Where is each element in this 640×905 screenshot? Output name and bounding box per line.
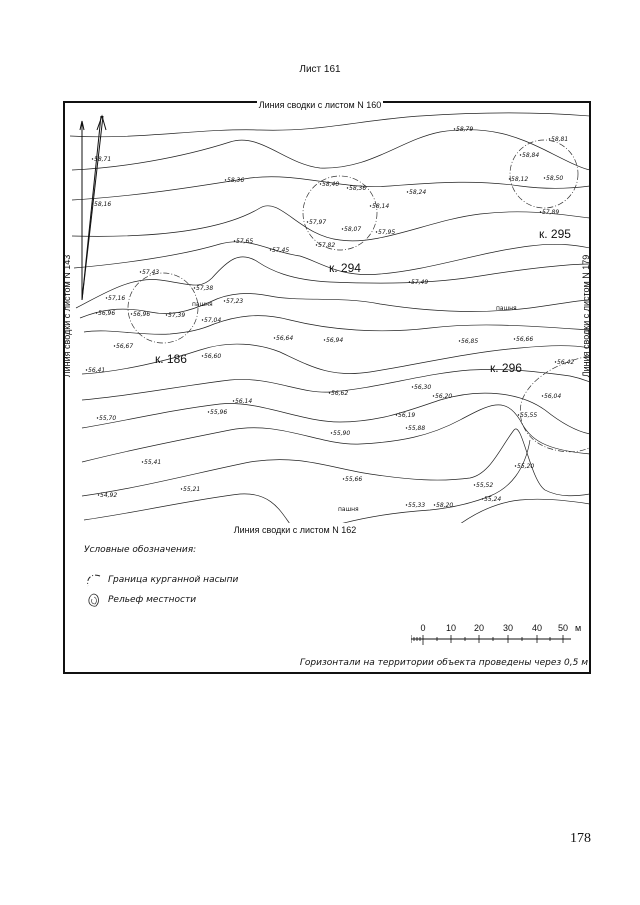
elevation-label: 56,42 (557, 359, 575, 366)
scale-tick-label: 30 (502, 623, 514, 633)
elevation-point (97, 417, 98, 418)
legend-item-label: Граница курганной насыпи (108, 575, 239, 585)
elevation-point (412, 386, 413, 387)
elevation-point (92, 158, 93, 159)
elevation-point (202, 355, 203, 356)
elevation-label: 58,79 (456, 126, 474, 133)
elevation-label: 56,66 (516, 336, 534, 343)
elevation-point (96, 312, 97, 313)
elevation-point (433, 395, 434, 396)
contour-line (70, 113, 590, 137)
elevation-label: 55,20 (517, 463, 535, 470)
elevation-point (92, 203, 93, 204)
elevation-point (407, 191, 408, 192)
elevation-point (482, 498, 483, 499)
elevation-label: 57,04 (204, 317, 222, 324)
kurgan-boundary-icon (84, 572, 104, 588)
elevation-point (224, 300, 225, 301)
elevation-point (342, 228, 343, 229)
elevation-label: 58,14 (372, 203, 390, 210)
elevation-point (514, 338, 515, 339)
elevation-label: 55,55 (520, 412, 538, 419)
elevation-point (142, 461, 143, 462)
elevation-label: 56,14 (235, 398, 253, 405)
elevation-point (225, 179, 226, 180)
scale-tick-label: 20 (473, 623, 485, 633)
elevation-label: 57,82 (318, 242, 336, 249)
elevation-label: 58,36 (349, 185, 367, 192)
elevation-label: 56,60 (204, 353, 222, 360)
elevation-label: 56,04 (544, 393, 562, 400)
legend-item-kurgan-boundary (84, 571, 384, 589)
scale-bar (411, 623, 591, 653)
elevation-label: 57,16 (108, 295, 126, 302)
elevation-point (555, 361, 556, 362)
kurgan-label: к. 294 (329, 261, 361, 275)
elevation-label: 57,49 (411, 279, 429, 286)
elevation-label: 56,62 (331, 390, 349, 397)
elevation-point (166, 314, 167, 315)
elevation-point (106, 297, 107, 298)
edge-label-bottom: Линия сводки с листом N 162 (233, 525, 357, 535)
elevation-point (434, 504, 435, 505)
land-use-label: пашня (192, 301, 213, 308)
elevation-point (181, 488, 182, 489)
elevation-point (114, 345, 115, 346)
elevation-label: 58,36 (227, 177, 245, 184)
elevation-point (233, 400, 234, 401)
elevation-label: 56,96 (133, 311, 151, 318)
contour-line (82, 393, 590, 434)
elevation-label: 58,84 (522, 152, 540, 159)
sheet-title: Лист 161 (299, 64, 341, 75)
contour-line (72, 206, 590, 241)
elevation-label: 56,30 (414, 384, 432, 391)
elevation-point (409, 281, 410, 282)
north-arrow (80, 116, 106, 300)
elevation-label: 55,21 (183, 486, 201, 493)
elevation-point (542, 395, 543, 396)
elevation-point (320, 183, 321, 184)
elevation-label: 56,64 (276, 335, 294, 342)
elevation-point (396, 414, 397, 415)
elevation-point (518, 414, 519, 415)
elevation-label: 55,41 (144, 459, 162, 466)
elevation-label: 58,71 (94, 156, 112, 163)
scale-tick-label: 0 (420, 623, 426, 633)
edge-label-right-text: Линия сводки с листом N 179 (581, 254, 591, 378)
relief-icon (84, 592, 104, 608)
elevation-label: 55,88 (408, 425, 426, 432)
elevation-label: 57,23 (226, 298, 244, 305)
kurgan-label: к. 296 (490, 361, 522, 375)
elevation-label: 55,52 (476, 482, 494, 489)
elevation-label: 57,45 (272, 247, 290, 254)
elevation-label: 57,95 (378, 229, 396, 236)
elevation-point (540, 211, 541, 212)
page-number: 178 (570, 831, 591, 846)
elevation-point (329, 392, 330, 393)
elevation-point (131, 313, 132, 314)
kurgan-boundary-296 (520, 356, 589, 452)
elevation-label: 57,65 (236, 238, 254, 245)
legend-item-relief (84, 591, 384, 609)
legend-title: Условные обозначения: (84, 545, 197, 555)
elevation-label: 58,40 (322, 181, 340, 188)
kurgan-label: к. 186 (155, 352, 187, 366)
elevation-point (202, 319, 203, 320)
scale-bar-graphic (411, 635, 581, 649)
elevation-label: 58,81 (551, 136, 569, 143)
elevation-point (98, 494, 99, 495)
elevation-point (140, 271, 141, 272)
elevation-label: 57,38 (196, 285, 214, 292)
legend-item-label: Рельеф местности (108, 595, 197, 605)
elevation-label: 57,89 (542, 209, 560, 216)
kurgan-boundary-295 (510, 140, 578, 208)
elevation-point (347, 187, 348, 188)
elevation-point (544, 177, 545, 178)
elevation-point (370, 205, 371, 206)
elevation-label: 56,67 (116, 343, 134, 350)
elevation-label: 56,20 (435, 393, 453, 400)
elevation-point (459, 340, 460, 341)
elevation-label: 56,19 (398, 412, 416, 419)
elevation-label: 57,43 (142, 269, 160, 276)
elevation-point (406, 504, 407, 505)
contour-line (460, 499, 590, 524)
elevation-point (549, 138, 550, 139)
kurgan-label: к. 295 (539, 227, 571, 241)
elevation-label: 57,39 (168, 312, 186, 319)
elevation-label: 56,96 (98, 310, 116, 317)
elevation-point (270, 249, 271, 250)
kurgan-boundary-186 (128, 273, 198, 343)
elevation-label: 55,24 (484, 496, 502, 503)
elevation-label: 55,33 (408, 502, 426, 509)
elevation-label: 57,97 (309, 219, 327, 226)
elevation-label: 58,12 (511, 176, 529, 183)
elevation-label: 55,66 (345, 476, 363, 483)
elevation-label: 55,70 (99, 415, 117, 422)
scale-tick-label: 50 (557, 623, 569, 633)
elevation-point (343, 478, 344, 479)
elevation-point (316, 244, 317, 245)
elevation-point (376, 231, 377, 232)
elevation-label: 54,92 (100, 492, 118, 499)
contour-line (72, 130, 590, 170)
elevation-label: 56,85 (461, 338, 479, 345)
elevation-label: 55,96 (210, 409, 228, 416)
elevation-label: 58,50 (546, 175, 564, 182)
elevation-label: 58,20 (436, 502, 454, 509)
legend (84, 545, 384, 611)
elevation-point (324, 339, 325, 340)
contour-line (340, 440, 530, 524)
elevation-point (86, 369, 87, 370)
elevation-point (208, 411, 209, 412)
scale-tick-label: 40 (531, 623, 543, 633)
edge-label-top-text: Линия сводки с листом N 160 (258, 100, 382, 110)
elevation-point (406, 427, 407, 428)
elevation-point (520, 154, 521, 155)
contour-line (84, 316, 590, 335)
elevation-point (331, 432, 332, 433)
scale-tick-label: 10 (445, 623, 457, 633)
elevation-label: 58,24 (409, 189, 427, 196)
elevation-label: 55,90 (333, 430, 351, 437)
land-use-label: пашня (496, 305, 517, 312)
scale-unit: м (575, 623, 582, 633)
elevation-point (307, 221, 308, 222)
elevation-label: 56,94 (326, 337, 344, 344)
elevation-point (274, 337, 275, 338)
elevation-point (474, 484, 475, 485)
edge-label-top (0, 100, 640, 110)
elevation-label: 58,16 (94, 201, 112, 208)
elevation-point (234, 240, 235, 241)
edge-label-left-text: Линия сводки с листом N 143 (62, 254, 72, 378)
elevation-point (454, 128, 455, 129)
elevation-label: 58,07 (344, 226, 362, 233)
contour-interval-note: Горизонтали на территории объекта проведены через 0,5 м (299, 658, 588, 668)
elevation-point (509, 178, 510, 179)
elevation-point (515, 465, 516, 466)
elevation-point (194, 287, 195, 288)
elevation-label: 56,41 (88, 367, 106, 374)
land-use-label: пашня (338, 506, 359, 513)
